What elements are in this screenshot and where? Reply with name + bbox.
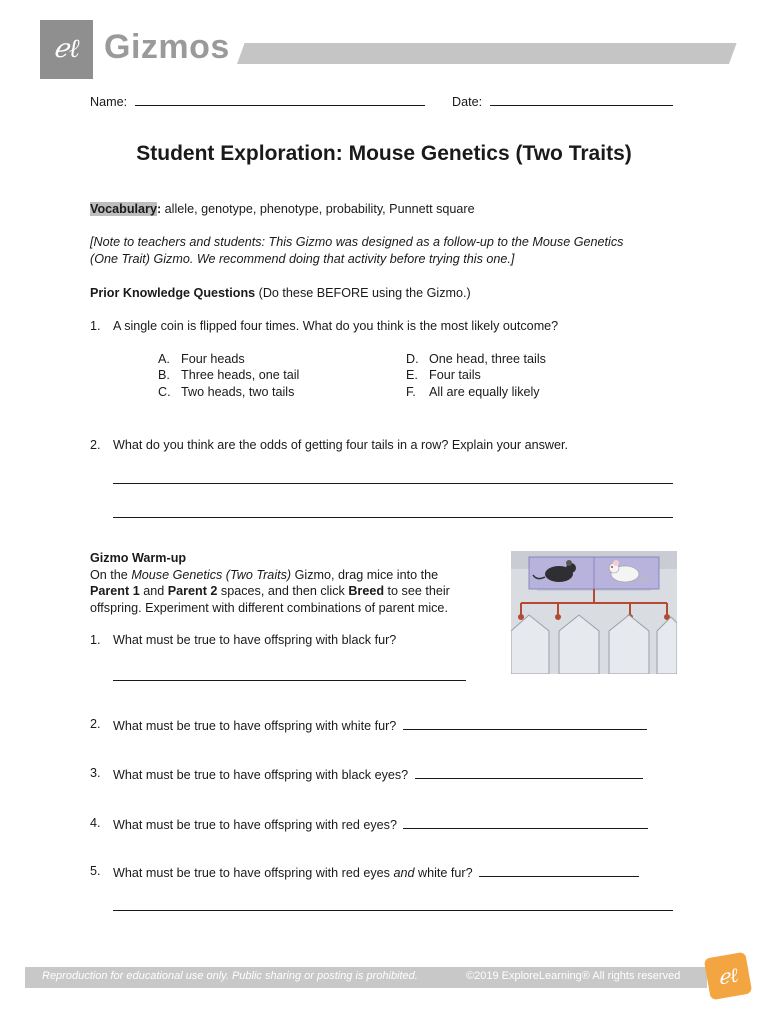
answer-line[interactable] bbox=[113, 680, 466, 681]
answer-line[interactable] bbox=[403, 816, 648, 829]
parent-2-term: Parent 2 bbox=[167, 584, 218, 598]
answer-line[interactable] bbox=[113, 517, 673, 518]
name-blank[interactable] bbox=[135, 93, 425, 106]
name-field bbox=[90, 93, 425, 109]
vocabulary-colon: : bbox=[156, 202, 162, 216]
warmup-q5-text: What must be true to have offspring with red eyes bbox=[113, 866, 394, 880]
warmup-q2-text: What must be true to have offspring with white fur? bbox=[113, 719, 397, 733]
warmup-heading: Gizmo Warm-up bbox=[90, 551, 187, 565]
option-f-letter: F. bbox=[406, 385, 416, 399]
warmup-text: On the bbox=[90, 568, 132, 582]
prior-q2-text: What do you think are the odds of getting four tails in a row? Explain your answer. bbox=[113, 438, 569, 452]
warmup-q3-number: 3. bbox=[90, 766, 101, 780]
warmup-q2-row bbox=[113, 717, 647, 733]
warmup-q5-row bbox=[113, 864, 639, 880]
date-label: Date: bbox=[452, 95, 483, 109]
answer-line[interactable] bbox=[479, 864, 639, 877]
option-d-letter: D. bbox=[406, 352, 419, 366]
warmup-text: spaces, and then click bbox=[217, 584, 349, 598]
warmup-q5-emphasis: and bbox=[393, 866, 415, 880]
header-bar bbox=[237, 43, 737, 64]
prior-heading-bold: Prior Knowledge Questions bbox=[90, 286, 256, 300]
name-label: Name: bbox=[90, 95, 128, 109]
warmup-q4-row bbox=[113, 816, 648, 832]
warmup-q4-number: 4. bbox=[90, 816, 101, 830]
brand-name: Gizmos bbox=[104, 28, 230, 66]
warmup-q3-text: What must be true to have offspring with black eyes? bbox=[113, 768, 409, 782]
explorelearning-logo-icon: ℯℓ bbox=[53, 34, 80, 64]
prior-knowledge-heading bbox=[90, 286, 471, 300]
warmup-text: Gizmo, drag mice into the bbox=[291, 568, 439, 582]
vocabulary-line bbox=[90, 202, 475, 216]
warmup-paragraph-line-3: offspring. Experiment with different combinations of parent mice. bbox=[90, 601, 448, 615]
warmup-text: and bbox=[139, 584, 168, 598]
prior-q1-text: A single coin is flipped four times. What do you think is the most likely outcome? bbox=[113, 319, 559, 333]
option-d-text: One head, three tails bbox=[429, 352, 546, 366]
gizmo-screenshot-image bbox=[511, 551, 677, 674]
option-a-letter: A. bbox=[158, 352, 170, 366]
answer-line[interactable] bbox=[415, 766, 643, 779]
option-b-text: Three heads, one tail bbox=[181, 368, 300, 382]
warmup-q4-text: What must be true to have offspring with red eyes? bbox=[113, 818, 397, 832]
prior-q2-number: 2. bbox=[90, 438, 101, 452]
prior-heading-note: (Do these BEFORE using the Gizmo.) bbox=[255, 286, 471, 300]
option-c-text: Two heads, two tails bbox=[181, 385, 295, 399]
vocabulary-label: Vocabulary bbox=[90, 202, 157, 216]
answer-line[interactable] bbox=[113, 483, 673, 484]
footer-disclaimer: Reproduction for educational use only. Public sharing or posting is prohibited. bbox=[42, 970, 418, 982]
note-line-1: [Note to teachers and students: This Gizmo was designed as a follow-up to the Mouse Genetics bbox=[90, 235, 624, 249]
prior-q1-number: 1. bbox=[90, 319, 101, 333]
answer-line[interactable] bbox=[403, 717, 647, 730]
vocabulary-terms: allele, genotype, phenotype, probability, Punnett square bbox=[161, 202, 475, 216]
option-e-text: Four tails bbox=[429, 368, 481, 382]
warmup-gizmo-name: Mouse Genetics (Two Traits) bbox=[131, 568, 292, 582]
page-title: Student Exploration: Mouse Genetics (Two Traits) bbox=[136, 142, 632, 165]
warmup-q1-text: What must be true to have offspring with black fur? bbox=[113, 633, 397, 647]
option-a-text: Four heads bbox=[181, 352, 245, 366]
date-blank[interactable] bbox=[490, 93, 673, 106]
warmup-text: to see their bbox=[384, 584, 450, 598]
warmup-q5-text-end: white fur? bbox=[414, 866, 473, 880]
option-e-letter: E. bbox=[406, 368, 418, 382]
warmup-paragraph-line-1 bbox=[90, 568, 438, 582]
warmup-paragraph-line-2 bbox=[90, 584, 450, 598]
option-f-text: All are equally likely bbox=[429, 385, 540, 399]
warmup-q1-number: 1. bbox=[90, 633, 101, 647]
breed-term: Breed bbox=[348, 584, 385, 598]
note-line-2: (One Trait) Gizmo. We recommend doing that activity before trying this one.] bbox=[90, 252, 515, 266]
warmup-q2-number: 2. bbox=[90, 717, 101, 731]
parent-1-term: Parent 1 bbox=[90, 584, 140, 598]
footer-copyright: ©2019 ExploreLearning® All rights reserved bbox=[466, 970, 681, 982]
answer-line[interactable] bbox=[113, 910, 673, 911]
explorelearning-footer-icon: ℯℓ bbox=[715, 962, 741, 990]
option-c-letter: C. bbox=[158, 385, 171, 399]
date-field bbox=[452, 93, 673, 109]
warmup-q3-row bbox=[113, 766, 643, 782]
option-b-letter: B. bbox=[158, 368, 170, 382]
warmup-q5-number: 5. bbox=[90, 864, 101, 878]
